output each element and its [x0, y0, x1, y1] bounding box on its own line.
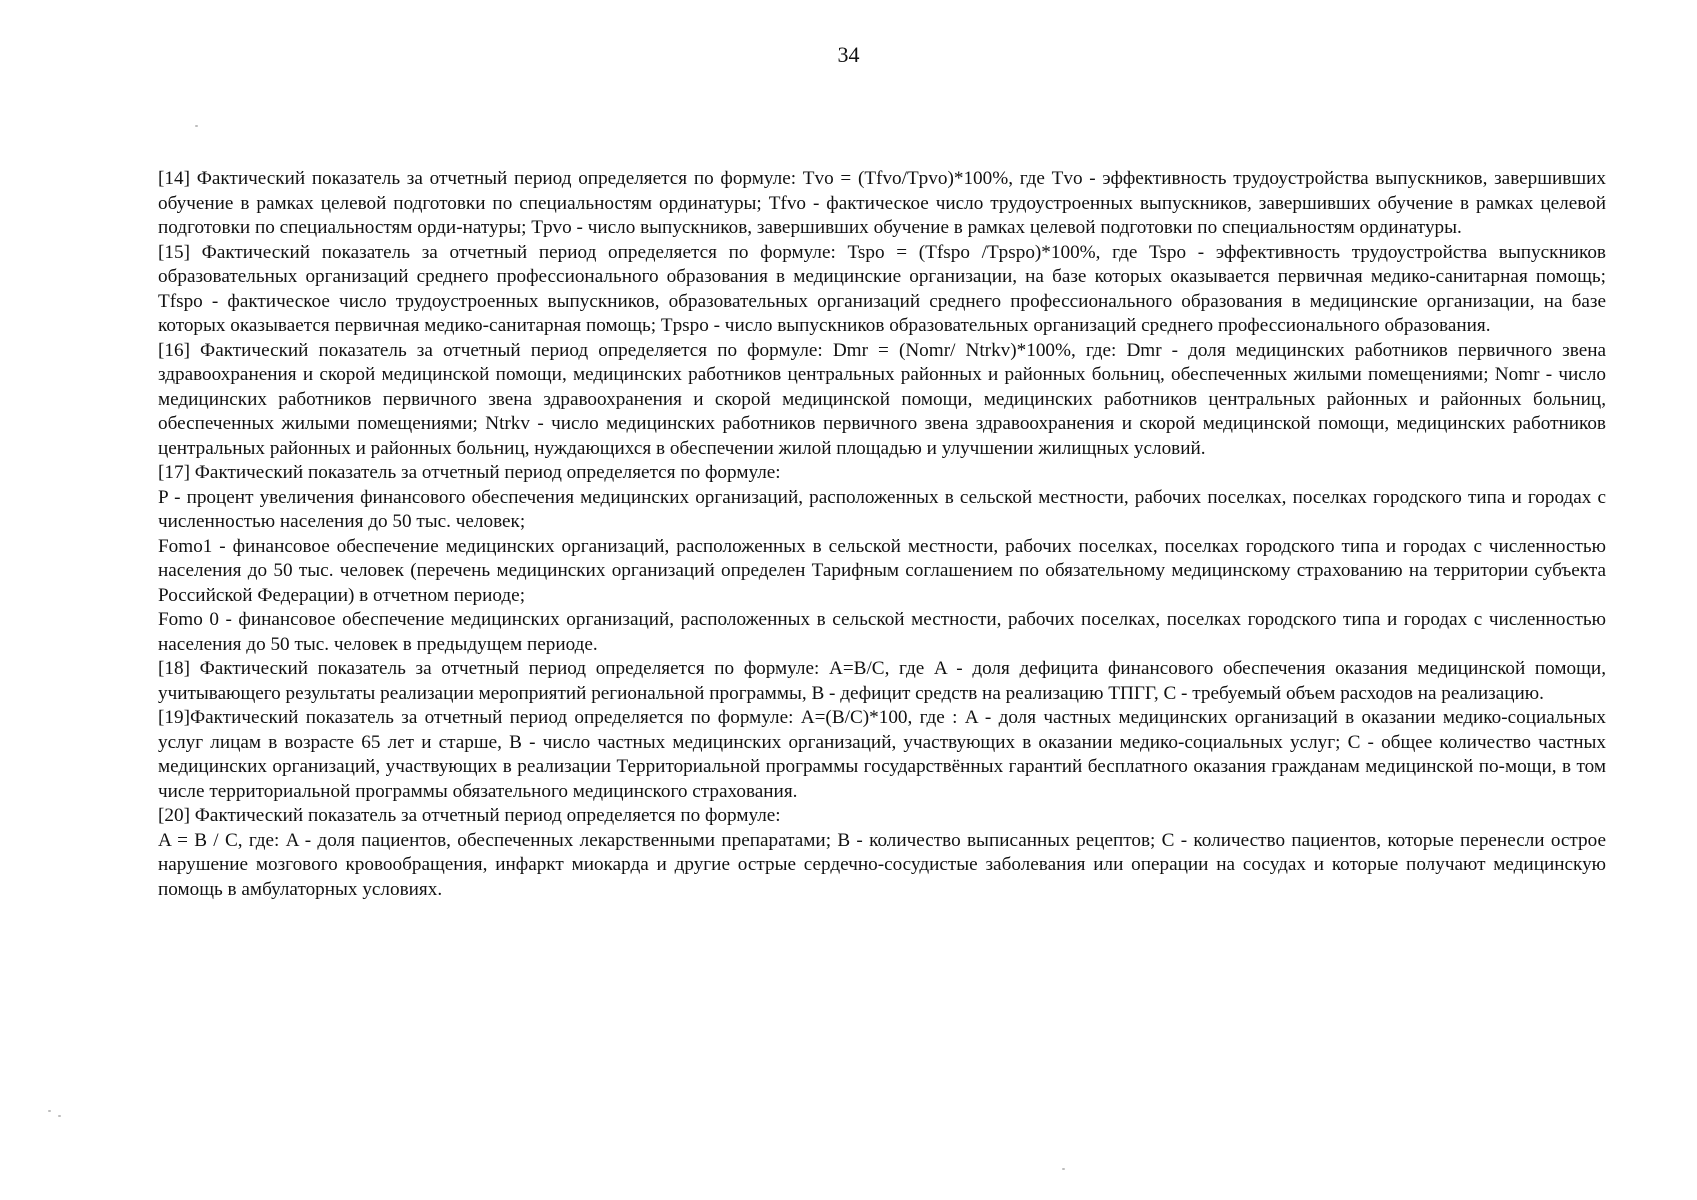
footnote-16: [16] Фактический показатель за отчетный период определяется по формуле: Dmr = (Nomr/ Ntrkv)*100%, где: Dmr - доля медицинских работников первичного звена здравоохранения и скорой медицинской помощи, медицинских работников центральных районных и районных больниц, обеспеченных жилыми помещениями; Nomr - число медицинских работников первичного звена здравоохранения и скорой медицинской помощи, медицинских работников центральных районных и районных больниц, обеспеченных жилыми помещениями; Ntrkv - число медицинских работников первичного звена здравоохранения и скорой медицинской помощи, медицинских работников центральных районных и районных больниц, нуждающихся в обеспечении жилой площадью и улучшении жилищных условий. [158, 339, 1606, 459]
scan-speck [1062, 1168, 1065, 1170]
footnote-17-fomo0-definition: Fomo 0 - финансовое обеспечение медицинских организаций, расположенных в сельской местности, рабочих поселках, поселках городского типа и городах с численностью населения до 50 тыс. человек в предыдущем периоде. [158, 609, 1606, 655]
footnote-15: [15] Фактический показатель за отчетный период определяется по формуле: Tspo = (Tfspo /Tpspo)*100%, где Tspo - эффективность трудоустройства выпускников образовательных организаций среднего профессионального образования в медицинские организации, на базе которых оказывается первичная медико-санитарная помощь; Tfspo - фактическое число трудоустроенных выпускников, образовательных организаций среднего профессионального образования в медицинские организации, на базе которых оказывается первичная медико-санитарная помощь; Tpspo - число выпускников образовательных организаций среднего профессионального образования. [158, 241, 1606, 336]
footnote-18: [18] Фактический показатель за отчетный период определяется по формуле: A=B/C, где A - доля дефицита финансового обеспечения оказания медицинской помощи, учитывающего результаты реализации мероприятий региональной программы, B - дефицит средств на реализацию ТПГГ, C - требуемый объем расходов на реализацию. [158, 658, 1606, 704]
footnote-20: [20] Фактический показатель за отчетный период определяется по формуле: [158, 805, 781, 826]
footnote-19: [19]Фактический показатель за отчетный период определяется по формуле: A=(B/C)*100, где : A - доля частных медицинских организаций в оказании медико-социальных услуг лицам в возрасте 65 лет и старше, B - число частных медицинских организаций, участвующих в оказании медико-социальных услуг; C - общее количество частных медицинских организаций, участвующих в реализации Территориальной программы государствённых гарантий бесплатного оказания гражданам медицинской по-мощи, в том числе территориальной программы обязательного медицинского страхования. [158, 707, 1606, 802]
footnote-17: [17] Фактический показатель за отчетный период определяется по формуле: [158, 462, 781, 483]
footnote-17-fomo1-definition: Fomo1 - финансовое обеспечение медицинских организаций, расположенных в сельской местности, рабочих поселках, поселках городского типа и городах с численностью населения до 50 тыс. человек (перечень медицинских организаций определен Тарифным соглашением по обязательному медицинскому страхованию на территории субъекта Российской Федерации) в отчетном периоде; [158, 535, 1606, 606]
document-body [158, 167, 1606, 902]
footnote-17-p-definition: P - процент увеличения финансового обеспечения медицинских организаций, расположенных в сельской местности, рабочих поселках, поселках городского типа и городах с численностью населения до 50 тыс. человек; [158, 486, 1606, 532]
footnote-20-formula: A = B / C, где: A - доля пациентов, обеспеченных лекарственными препаратами; B - количество выписанных рецептов; C - количество пациентов, которые перенесли острое нарушение мозгового кровообращения, инфаркт миокарда и другие острые сердечно-сосудистые заболевания или операции на сосудах и которые получают медицинскую помощь в амбулаторных условиях. [158, 829, 1606, 900]
scan-speck [195, 125, 198, 127]
scan-speck [48, 1110, 51, 1112]
footnote-14: [14] Фактический показатель за отчетный период определяется по формуле: Tvo = (Tfvo/Tpvo)*100%, где Tvo - эффективность трудоустройства выпускников, завершивших обучение в рамках целевой подготовки по специальностям ординатуры; Tfvo - фактическое число трудоустроенных выпускников, завершивших обучение в рамках целевой подготовки по специальностям орди-натуры; Tpvo - число выпускников, завершивших обучение в рамках целевой подготовки по специальностям ординатуры. [158, 168, 1606, 238]
page-number: 34 [837, 42, 860, 67]
scan-speck [58, 1115, 61, 1117]
